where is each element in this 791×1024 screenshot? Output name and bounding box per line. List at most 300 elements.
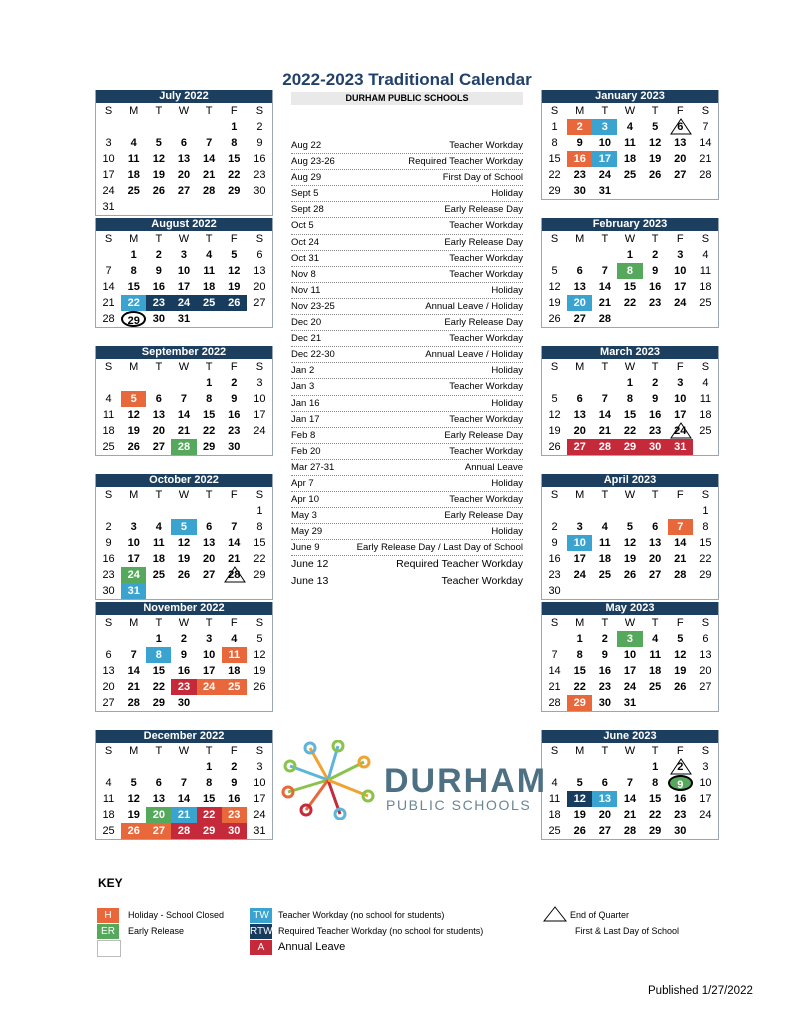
weekday-label: S [701, 745, 710, 757]
day-cell: 7 [702, 121, 709, 133]
day-cell: 14 [203, 153, 216, 165]
day-cell [542, 247, 567, 263]
weekday-label: S [701, 361, 710, 373]
district-subtitle: DURHAM PUBLIC SCHOOLS [291, 92, 523, 105]
day-cell: 1 [652, 761, 659, 773]
day-cell: 2 [231, 761, 238, 773]
day-cell: 24 [573, 569, 586, 581]
day-cell: 18 [623, 153, 637, 165]
weekday-label: W [624, 489, 636, 501]
day-cell [171, 503, 196, 519]
week-row [542, 567, 718, 583]
day-cell: 8 [206, 393, 213, 405]
month-september-2022 [95, 346, 273, 456]
day-cell: 10 [623, 649, 637, 661]
weekday-label: M [129, 233, 139, 245]
event-date: Dec 20 [291, 317, 322, 329]
day-cell: 21 [548, 681, 561, 693]
event-date: Oct 5 [291, 220, 314, 232]
day-cell: 28 [674, 569, 687, 581]
weekday-label: T [651, 233, 659, 245]
day-cell: 13 [152, 409, 165, 421]
month-header: May 2023 [542, 602, 718, 615]
day-cell: 6 [180, 137, 188, 149]
day-cell: 29 [228, 185, 241, 197]
day-cell [567, 759, 592, 775]
weekday-label: S [550, 105, 559, 117]
event-description: Holiday [491, 284, 523, 296]
day-cell: 30 [177, 697, 191, 709]
day-cell: 26 [548, 441, 561, 453]
event-description: Teacher Workday [449, 140, 523, 151]
day-cell: 18 [127, 169, 140, 181]
logo-name: DURHAM [384, 762, 548, 800]
day-cell: 17 [127, 553, 140, 565]
day-cell: 17 [674, 409, 687, 421]
day-cell: 28 [171, 823, 196, 839]
weekday-label: M [575, 745, 585, 757]
event-description: Holiday [491, 188, 523, 200]
day-cell: 23 [649, 297, 662, 309]
day-cell: 12 [567, 791, 592, 807]
day-cell: 24 [197, 679, 222, 695]
weekday-label: T [205, 233, 213, 245]
day-cell: 19 [152, 169, 165, 181]
week-row [96, 807, 272, 823]
day-cell: 10 [674, 265, 687, 277]
day-cell: 13 [177, 153, 191, 165]
day-cell: 29 [197, 823, 222, 839]
weekday-label: S [255, 617, 264, 629]
day-cell: 4 [601, 521, 608, 533]
week-row [96, 679, 272, 695]
weekday-label: W [624, 233, 636, 245]
day-cell [197, 503, 222, 519]
day-cell [542, 503, 567, 519]
day-cell: 21 [203, 169, 216, 181]
day-cell: 5 [155, 137, 162, 149]
key-swatch: RTW [250, 926, 273, 937]
event-row [291, 460, 523, 476]
day-cell: 3 [677, 249, 684, 261]
day-cell [668, 311, 693, 327]
day-cell: 29 [548, 185, 561, 197]
day-cell: 25 [699, 425, 712, 437]
day-cell: 2 [155, 249, 162, 261]
day-cell: 19 [573, 809, 586, 821]
week-row [542, 807, 718, 823]
month-header: June 2023 [542, 730, 718, 743]
day-cell [197, 695, 222, 711]
weekday-row [542, 103, 718, 119]
logo-subname: PUBLIC SCHOOLS [386, 797, 532, 813]
day-cell: 29 [152, 697, 165, 709]
day-cell: 8 [146, 647, 171, 663]
day-cell: 25 [102, 441, 115, 453]
key-title: KEY [98, 876, 123, 890]
day-cell: 22 [623, 297, 637, 309]
day-cell: 31 [121, 583, 146, 599]
day-cell: 2 [652, 249, 659, 261]
day-cell: 27 [674, 169, 687, 181]
day-cell: 28 [222, 567, 247, 583]
week-row [96, 823, 272, 839]
day-cell: 26 [222, 295, 247, 311]
day-cell: 25 [548, 825, 561, 837]
weekday-label: M [575, 489, 585, 501]
week-row [96, 647, 272, 663]
event-date: Aug 22 [291, 140, 322, 151]
day-cell: 30 [222, 823, 247, 839]
day-cell: 22 [203, 425, 216, 437]
weekday-label: F [230, 745, 238, 757]
event-description: Holiday [491, 397, 523, 409]
weekday-label: T [601, 745, 609, 757]
weekday-label: F [676, 233, 684, 245]
day-cell: 24 [598, 169, 611, 181]
day-cell: 19 [127, 425, 140, 437]
weekday-label: F [676, 361, 684, 373]
event-description: Early Release Day [444, 236, 523, 248]
day-cell: 3 [677, 377, 684, 389]
week-row [96, 167, 272, 183]
event-date: Aug 23-26 [291, 156, 335, 168]
day-cell: 23 [573, 169, 586, 181]
week-row [96, 503, 272, 519]
day-cell: 23 [649, 425, 662, 437]
week-row [542, 583, 718, 599]
day-cell: 30 [102, 585, 115, 597]
week-row [542, 423, 718, 439]
month-header: July 2022 [96, 90, 272, 103]
key-swatch [97, 940, 121, 957]
event-description: Required Teacher Workday [396, 558, 523, 571]
event-date: Feb 20 [291, 445, 321, 457]
day-cell: 5 [677, 633, 684, 645]
event-row [291, 267, 523, 283]
week-row [542, 311, 718, 327]
day-cell: 23 [253, 169, 266, 181]
day-cell: 9 [652, 393, 659, 405]
event-row [291, 315, 523, 331]
week-row [96, 183, 272, 199]
event-date: Aug 29 [291, 172, 322, 184]
weekday-label: T [651, 105, 659, 117]
weekday-row [542, 743, 718, 759]
day-cell: 21 [623, 809, 637, 821]
event-description: Teacher Workday [441, 574, 523, 587]
day-cell: 10 [177, 265, 191, 277]
weekday-label: T [155, 617, 163, 629]
weekday-label: W [178, 745, 190, 757]
day-cell: 22 [699, 553, 712, 565]
day-cell: 17 [573, 553, 586, 565]
event-row [291, 508, 523, 524]
day-cell: 7 [180, 393, 188, 405]
day-cell: 26 [253, 681, 266, 693]
event-description: Teacher Workday [449, 220, 523, 232]
day-cell: 25 [699, 297, 712, 309]
day-cell: 13 [152, 793, 165, 805]
week-row [542, 375, 718, 391]
week-row [542, 519, 718, 535]
weekday-label: S [104, 617, 113, 629]
day-cell [222, 311, 247, 327]
day-cell: 8 [702, 521, 709, 533]
event-date: Sept 28 [291, 204, 324, 216]
day-cell: 5 [130, 777, 137, 789]
weekday-label: T [155, 489, 163, 501]
day-cell: 5 [256, 633, 263, 645]
week-row [96, 567, 272, 583]
day-cell: 6 [155, 777, 162, 789]
day-cell: 11 [699, 393, 712, 405]
month-april-2023 [541, 474, 719, 600]
day-cell: 24 [121, 567, 146, 583]
weekday-label: W [624, 105, 636, 117]
day-cell: 18 [598, 553, 611, 565]
day-cell [693, 695, 718, 711]
day-cell: 14 [598, 281, 611, 293]
weekday-row [96, 615, 272, 631]
day-cell: 8 [130, 265, 137, 277]
day-cell: 10 [598, 137, 611, 149]
day-cell: 4 [702, 377, 709, 389]
week-row [542, 695, 718, 711]
month-august-2022 [95, 218, 273, 328]
weekday-label: T [205, 617, 213, 629]
week-row [542, 759, 718, 775]
weekday-label: S [701, 617, 710, 629]
day-cell: 24 [253, 809, 266, 821]
day-cell: 12 [623, 537, 637, 549]
event-row [291, 186, 523, 202]
day-cell: 9 [180, 649, 188, 661]
day-cell: 8 [652, 777, 659, 789]
day-cell: 12 [177, 537, 191, 549]
day-cell [617, 583, 642, 599]
day-cell: 4 [652, 633, 659, 645]
dps-logo-mark-icon [280, 740, 380, 820]
day-cell: 30 [573, 185, 586, 197]
day-cell: 21 [674, 553, 687, 565]
event-description: Annual Leave [464, 461, 523, 473]
day-cell: 11 [222, 647, 247, 663]
day-cell: 27 [699, 681, 712, 693]
event-date: Feb 8 [291, 429, 316, 441]
week-row [96, 407, 272, 423]
weekday-label: M [129, 745, 139, 757]
week-row [542, 391, 718, 407]
key-first-last-day: First & Last Day of School [575, 926, 680, 936]
day-cell [197, 583, 222, 599]
day-cell: 6 [105, 649, 112, 661]
event-row [291, 556, 523, 572]
weekday-row [96, 359, 272, 375]
event-date: June 9 [291, 542, 320, 554]
day-cell [247, 695, 272, 711]
day-cell [121, 119, 146, 135]
day-cell [222, 583, 247, 599]
day-cell: 16 [228, 793, 241, 805]
week-row [542, 791, 718, 807]
day-cell: 3 [256, 377, 263, 389]
day-cell [617, 311, 642, 327]
day-cell [96, 503, 121, 519]
day-cell: 5 [626, 521, 634, 533]
day-cell: 17 [102, 169, 115, 181]
event-row [291, 251, 523, 267]
event-row [291, 428, 523, 444]
day-cell: 11 [153, 537, 165, 549]
event-description: Teacher Workday [449, 252, 523, 264]
day-cell: 19 [649, 153, 662, 165]
event-date: Oct 24 [291, 236, 319, 248]
day-cell: 29 [121, 311, 146, 327]
day-cell: 16 [649, 409, 662, 421]
day-cell: 24 [623, 681, 637, 693]
day-cell: 12 [649, 137, 662, 149]
weekday-label: S [104, 233, 113, 245]
day-cell: 21 [699, 153, 712, 165]
day-cell: 17 [699, 793, 712, 805]
weekday-row [96, 487, 272, 503]
day-cell [121, 631, 146, 647]
week-row [542, 119, 718, 135]
week-row [96, 295, 272, 311]
day-cell [222, 695, 247, 711]
day-cell [668, 583, 693, 599]
weekday-label: S [255, 489, 264, 501]
day-cell [222, 199, 247, 215]
event-date: Jan 17 [291, 413, 320, 425]
day-cell: 25 [197, 295, 222, 311]
week-row [542, 535, 718, 551]
day-cell: 19 [228, 281, 241, 293]
day-cell: 5 [171, 519, 196, 535]
day-cell: 10 [674, 393, 687, 405]
event-date: May 3 [291, 510, 317, 522]
month-march-2023 [541, 346, 719, 456]
day-cell: 12 [548, 281, 561, 293]
day-cell [146, 119, 171, 135]
day-cell: 22 [548, 169, 561, 181]
day-cell: 23 [548, 569, 561, 581]
week-row [542, 167, 718, 183]
weekday-label: F [230, 233, 238, 245]
day-cell: 2 [652, 377, 659, 389]
event-description: Teacher Workday [449, 268, 523, 280]
day-cell [197, 311, 222, 327]
week-row [96, 663, 272, 679]
day-cell: 13 [203, 537, 216, 549]
day-cell [247, 439, 272, 455]
weekday-label: W [178, 617, 190, 629]
weekday-label: S [255, 105, 264, 117]
day-cell: 5 [121, 391, 146, 407]
weekday-label: S [550, 489, 559, 501]
day-cell: 17 [253, 793, 266, 805]
day-cell: 14 [177, 409, 191, 421]
day-cell: 28 [548, 697, 561, 709]
day-cell: 31 [668, 439, 693, 455]
day-cell: 15 [548, 153, 561, 165]
day-cell: 6 [155, 393, 162, 405]
day-cell: 12 [127, 409, 140, 421]
day-cell: 6 [601, 777, 608, 789]
day-cell: 25 [222, 679, 247, 695]
day-cell: 15 [203, 793, 216, 805]
day-cell: 27 [253, 297, 266, 309]
day-cell: 25 [152, 569, 165, 581]
event-description: Early Release Day [444, 429, 523, 441]
event-date: Oct 31 [291, 252, 319, 264]
day-cell: 2 [256, 121, 263, 133]
day-cell: 18 [548, 809, 561, 821]
day-cell: 29 [203, 441, 216, 453]
day-cell: 2 [567, 119, 592, 135]
day-cell: 7 [626, 777, 634, 789]
day-cell: 11 [102, 409, 115, 421]
weekday-label: W [624, 361, 636, 373]
weekday-row [542, 615, 718, 631]
day-cell: 1 [551, 121, 558, 133]
key-swatch: TW [250, 908, 272, 923]
day-cell: 4 [231, 633, 238, 645]
day-cell: 20 [253, 281, 266, 293]
day-cell: 27 [177, 185, 191, 197]
weekday-label: S [550, 233, 559, 245]
day-cell: 12 [674, 649, 687, 661]
weekday-label: F [676, 745, 684, 757]
day-cell: 26 [152, 185, 165, 197]
day-cell: 5 [652, 121, 659, 133]
event-description: Required Teacher Workday [408, 156, 523, 168]
day-cell: 20 [177, 169, 191, 181]
day-cell: 27 [573, 313, 586, 325]
day-cell: 8 [617, 263, 642, 279]
day-cell [222, 503, 247, 519]
day-cell: 19 [548, 297, 561, 309]
day-cell: 6 [576, 265, 583, 277]
day-cell: 9 [105, 537, 112, 549]
day-cell: 1 [130, 249, 137, 261]
day-cell [171, 583, 196, 599]
day-cell: 9 [668, 775, 693, 791]
month-header: December 2022 [96, 730, 272, 743]
event-row [291, 331, 523, 347]
day-cell: 19 [127, 809, 140, 821]
day-cell [96, 119, 121, 135]
week-row [96, 519, 272, 535]
day-cell: 6 [702, 633, 709, 645]
day-cell: 27 [567, 439, 592, 455]
week-row [542, 663, 718, 679]
day-cell: 16 [228, 409, 241, 421]
event-description: Holiday [491, 365, 523, 377]
day-cell: 30 [253, 185, 266, 197]
key-swatch: H [97, 908, 119, 923]
day-cell [247, 583, 272, 599]
event-row [291, 476, 523, 492]
month-header: November 2022 [96, 602, 272, 615]
day-cell: 29 [699, 569, 712, 581]
event-row [291, 363, 523, 379]
month-december-2022 [95, 730, 273, 840]
day-cell: 11 [699, 265, 712, 277]
day-cell: 9 [551, 537, 558, 549]
day-cell: 15 [623, 281, 637, 293]
